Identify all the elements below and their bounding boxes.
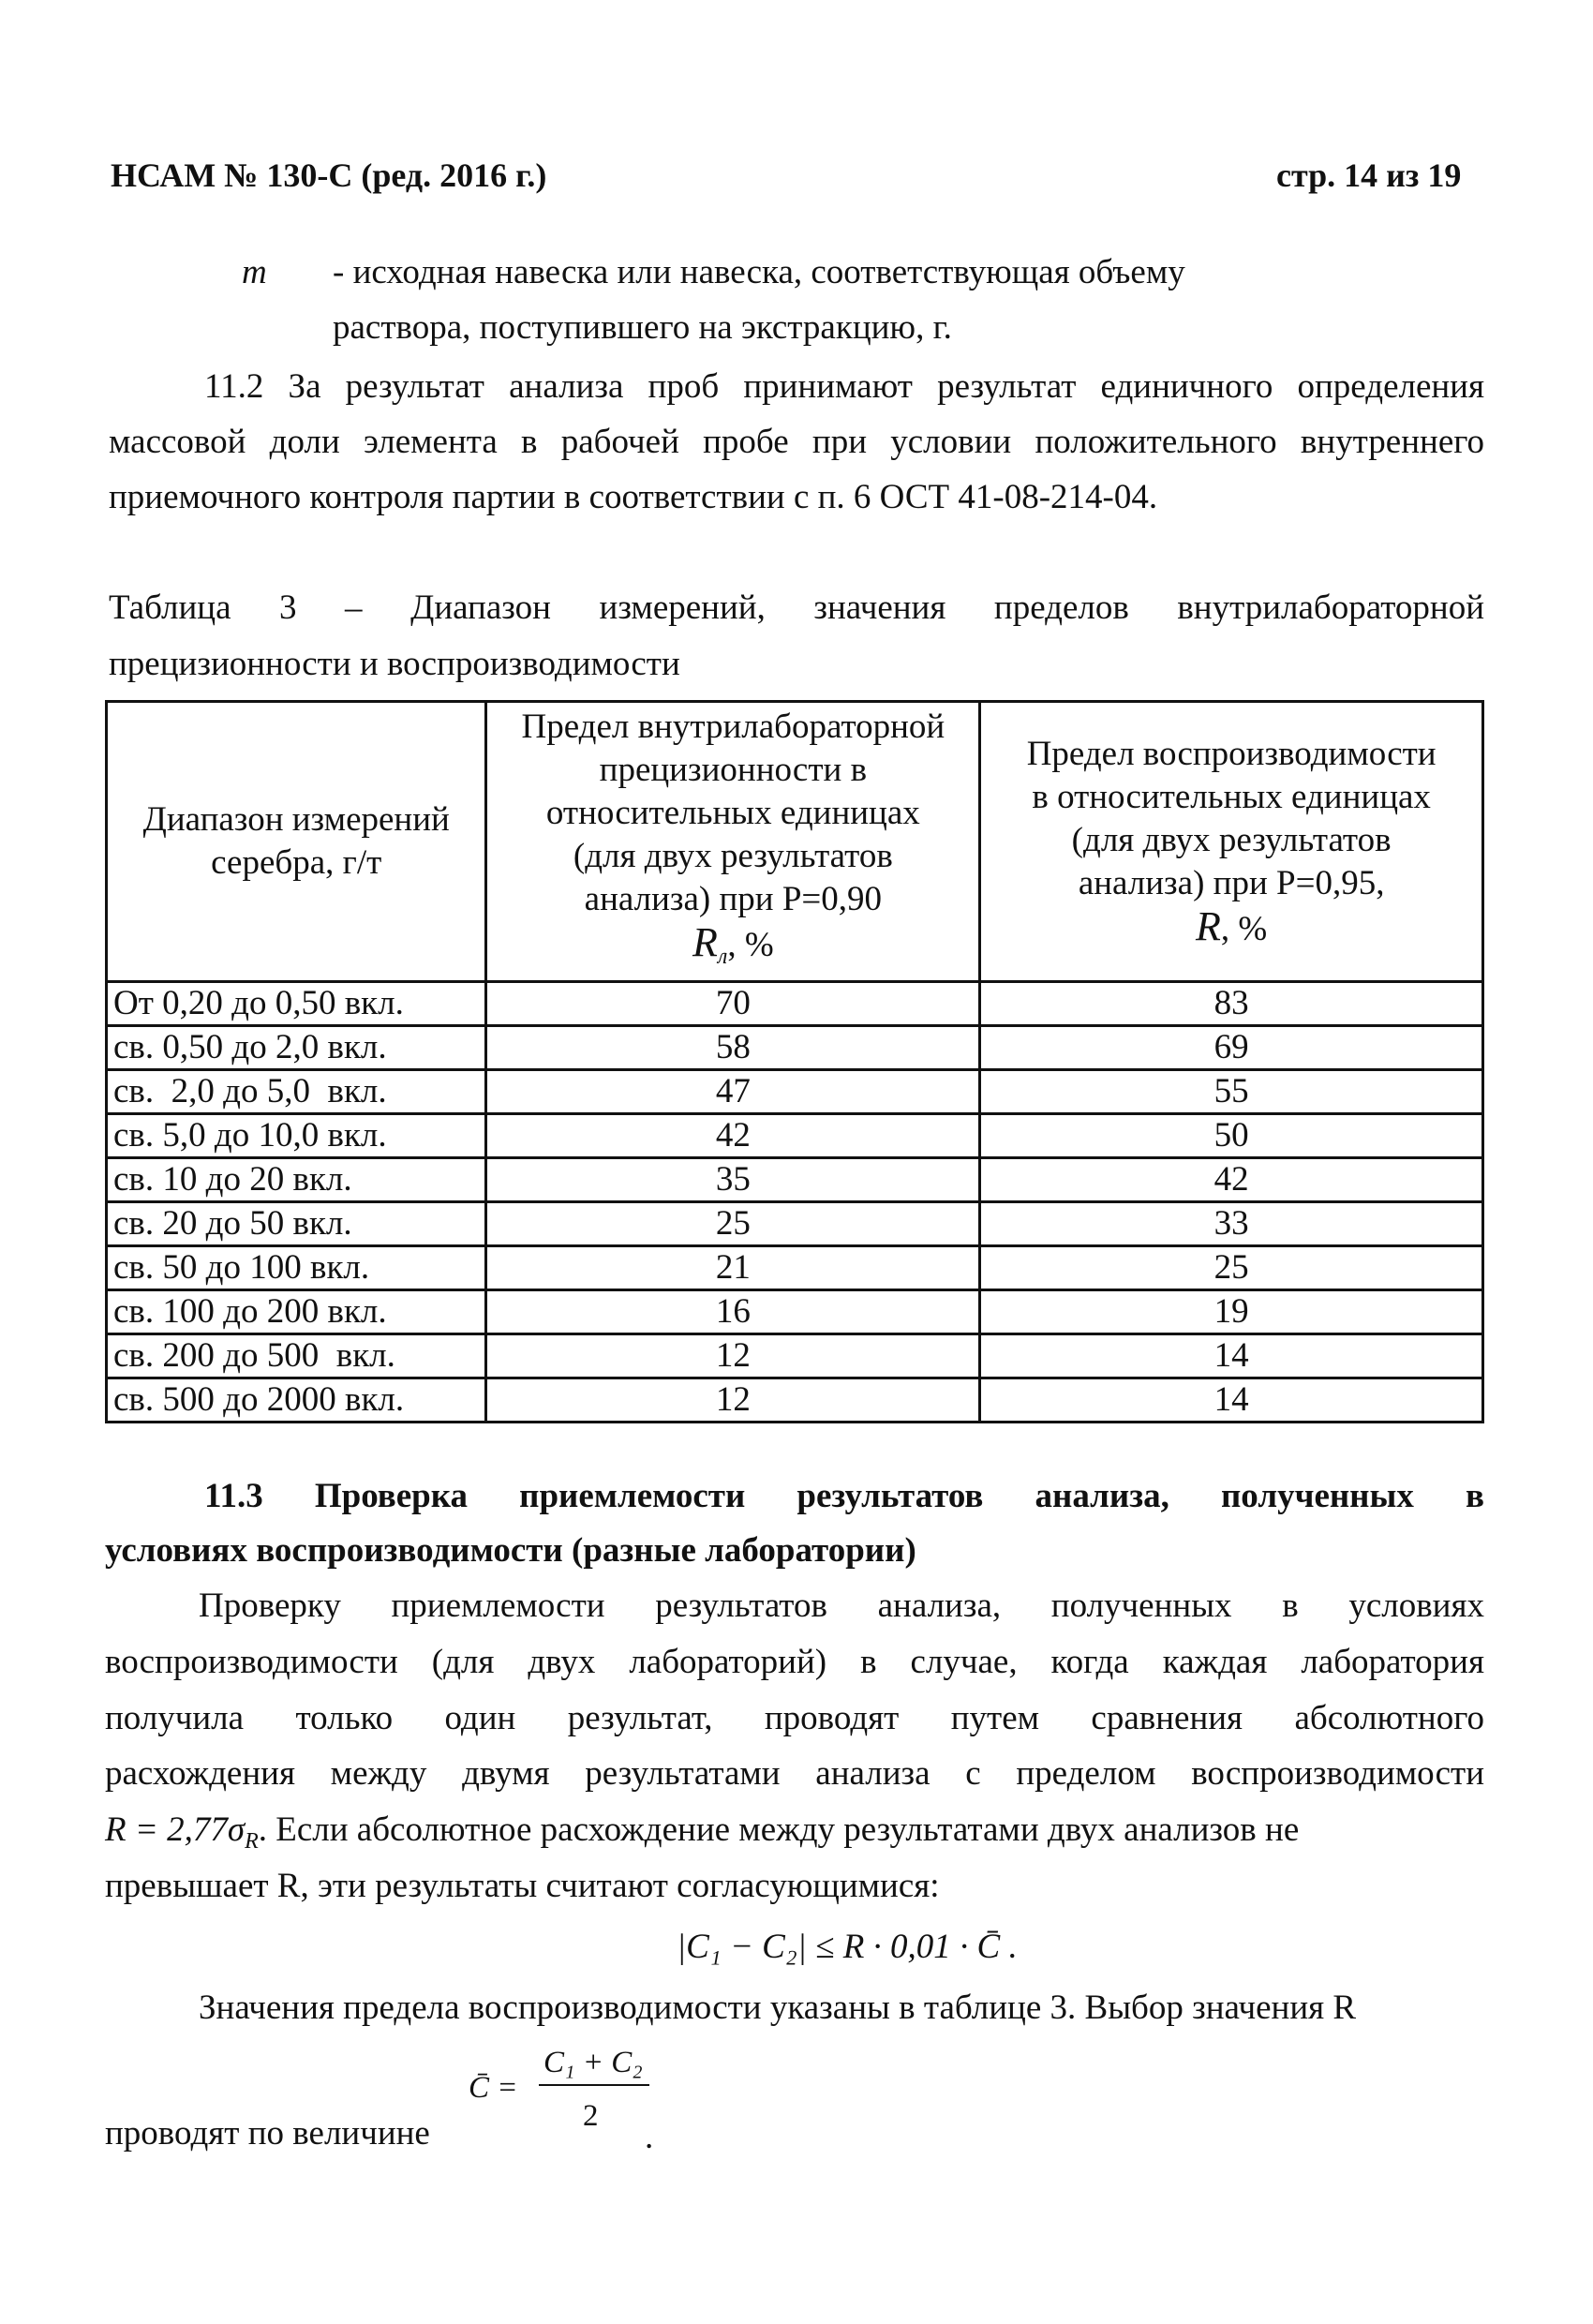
table-row <box>107 1202 1483 1246</box>
cell-rl: 25 <box>486 1202 980 1246</box>
definition-symbol: m <box>242 253 267 291</box>
cell-r: 14 <box>980 1334 1483 1378</box>
table-row <box>107 1026 1483 1070</box>
cell-r: 50 <box>980 1114 1483 1158</box>
paragraph-2-line-1: Значения предела воспроизводимости указаны в таблице 3. Выбор значения R <box>199 1989 1357 2027</box>
paragraph-1-line-2: воспроизводимости (для двух лабораторий) в случае, когда каждая лаборатория <box>105 1643 1484 1681</box>
section-11-3-title-line-1: 11.3 Проверка приемлемости результатов анализа, полученных в <box>204 1477 1484 1515</box>
paragraph-1-line-5: $R = 2,77\sigma_R$. Если абсолютное расхождение между результатами двух анализов не <box>105 1810 1300 1854</box>
acceptance-formula: |C₁ − C₂| ≤ R · 0,01 · C̄ . <box>677 1928 1018 1966</box>
paragraph-1-line-4: расхождения между двумя результатами анализа с пределом воспроизводимости <box>105 1754 1484 1793</box>
cell-rl: 70 <box>486 982 980 1026</box>
precision-table <box>105 700 1484 1423</box>
table-row <box>107 1334 1483 1378</box>
cell-rl: 35 <box>486 1158 980 1202</box>
cell-range: св. 500 до 2000 вкл. <box>107 1378 486 1423</box>
definition-line-2: раствора, поступившего на экстракцию, г. <box>333 308 952 347</box>
header-symbol-rl: $R_л$, % <box>692 918 774 969</box>
cell-r: 69 <box>980 1026 1483 1070</box>
header-symbol-r: R, % <box>1196 902 1268 949</box>
cell-rl: 47 <box>486 1070 980 1114</box>
cell-rl: 12 <box>486 1334 980 1378</box>
fraction-bar <box>539 2084 649 2086</box>
table-row <box>107 1070 1483 1114</box>
cell-range: св. 2,0 до 5,0 вкл. <box>107 1070 486 1114</box>
cell-range: св. 10 до 20 вкл. <box>107 1158 486 1202</box>
table-caption-line-1: Таблица 3 – Диапазон измерений, значения пределов внутрилабораторной <box>109 588 1484 627</box>
cell-range: св. 5,0 до 10,0 вкл. <box>107 1114 486 1158</box>
cell-r: 14 <box>980 1378 1483 1423</box>
fraction-end-period: . <box>645 2118 654 2156</box>
paragraph-2-line-2: проводят по величине <box>105 2114 430 2153</box>
paragraph-1-line-1: Проверку приемлемости результатов анализа, полученных в условиях <box>199 1587 1484 1625</box>
document-id: НСАМ № 130-С (ред. 2016 г.) <box>111 156 547 194</box>
cell-r: 19 <box>980 1290 1483 1334</box>
table-caption-line-2: прецизионности и воспроизводимости <box>109 645 680 683</box>
fraction-denominator: 2 <box>583 2099 599 2133</box>
cell-r: 42 <box>980 1158 1483 1202</box>
cell-range: св. 100 до 200 вкл. <box>107 1290 486 1334</box>
cell-rl: 12 <box>486 1378 980 1423</box>
header-repeatability-limit: Предел внутрилабораторной прецизионности в относительных единицах (для двух результатов анализа) при Р=0,90 $R_л$, % <box>486 702 980 982</box>
cell-range: св. 50 до 100 вкл. <box>107 1246 486 1290</box>
table-row <box>107 1158 1483 1202</box>
cell-rl: 16 <box>486 1290 980 1334</box>
table-row <box>107 1290 1483 1334</box>
cell-rl: 58 <box>486 1026 980 1070</box>
cell-range: св. 200 до 500 вкл. <box>107 1334 486 1378</box>
paragraph-1-line-6: превышает R, эти результаты считают согласующимися: <box>105 1867 940 1905</box>
cell-range: От 0,20 до 0,50 вкл. <box>107 982 486 1026</box>
cell-rl: 42 <box>486 1114 980 1158</box>
header-range: Диапазон измерений серебра, г/т <box>107 702 486 982</box>
table-row <box>107 1114 1483 1158</box>
cell-r: 33 <box>980 1202 1483 1246</box>
cell-r: 83 <box>980 982 1483 1026</box>
paragraph-1-line-3: получила только один результат, проводят путем сравнения абсолютного <box>105 1699 1484 1737</box>
definition-line-1: - исходная навеска или навеска, соответствующая объему <box>333 253 1185 291</box>
cell-r: 55 <box>980 1070 1483 1114</box>
table-row <box>107 1246 1483 1290</box>
table-row <box>107 982 1483 1026</box>
header-reproducibility-limit: Предел воспроизводимости в относительных единицах (для двух результатов анализа) при Р=0,95, R, % <box>980 702 1483 982</box>
cell-r: 25 <box>980 1246 1483 1290</box>
cell-range: св. 0,50 до 2,0 вкл. <box>107 1026 486 1070</box>
page-number: стр. 14 из 19 <box>1276 156 1462 194</box>
section-11-2-line-1: 11.2 За результат анализа проб принимают результат единичного определения <box>204 367 1484 406</box>
section-11-3-title-line-2: условиях воспроизводимости (разные лаборатории) <box>105 1531 916 1570</box>
section-11-2-line-2: массовой доли элемента в рабочей пробе при условии положительного внутреннего <box>109 423 1484 461</box>
cell-rl: 21 <box>486 1246 980 1290</box>
section-11-2-line-3: приемочного контроля партии в соответствии с п. 6 ОСТ 41-08-214-04. <box>109 478 1158 516</box>
mean-symbol: C̄ = <box>469 2071 518 2105</box>
cell-range: св. 20 до 50 вкл. <box>107 1202 486 1246</box>
table-header-row <box>107 702 1483 982</box>
reproducibility-formula: R = 2,77σ <box>105 1810 246 1849</box>
fraction-numerator: C₁ + C₂ <box>543 2046 643 2079</box>
table-row <box>107 1378 1483 1423</box>
